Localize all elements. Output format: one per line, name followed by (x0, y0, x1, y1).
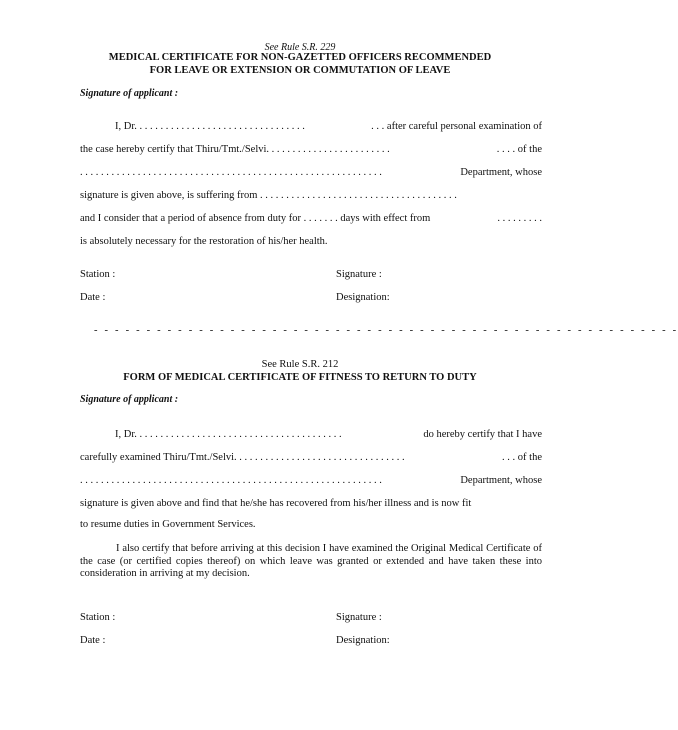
form2-line3-text: Department, whose (460, 475, 542, 486)
form2-line2-text: . . . of the (502, 452, 542, 463)
form2-date-label: Date : (80, 635, 106, 646)
form1-title-line1: MEDICAL CERTIFICATE FOR NON-GAZETTED OFFICERS RECOMMENDED (108, 52, 492, 63)
form1-line3-text: Department, whose (460, 167, 542, 178)
form1-line1-text: . . . after careful personal examination of (371, 121, 542, 132)
form1-line-5 (80, 213, 542, 224)
form2-line5-text: to resume duties in Government Services. (80, 519, 256, 530)
form1-line-1 (115, 121, 542, 132)
form2-rule-reference: See Rule S.R. 212 (261, 359, 339, 370)
form1-line-6 (80, 236, 542, 247)
form2-department-field[interactable]: . . . . . . . . . . . . . . . . . . . . . . . . . . . . . . . . . . . . . . . . . . . . . . . . . . . . . . . . . . (80, 475, 382, 486)
form2-title: FORM OF MEDICAL CERTIFICATE OF FITNESS TO RETURN TO DUTY (123, 372, 477, 383)
form2-line-4 (80, 498, 542, 509)
form2-patient-name-field[interactable]: carefully examined Thiru/Tmt./Selvi. . . . . . . . . . . . . . . . . . . . . . . . . . . . . . . . . (80, 452, 405, 463)
form2-doctor-name-field[interactable]: I, Dr. . . . . . . . . . . . . . . . . . . . . . . . . . . . . . . . . . . . . . . . (115, 429, 342, 440)
form1-doctor-name-field[interactable]: I, Dr. . . . . . . . . . . . . . . . . . . . . . . . . . . . . . . . . (115, 121, 305, 132)
form1-date-label: Date : (80, 292, 106, 303)
form1-line6-text: is absolutely necessary for the restoration of his/her health. (80, 236, 328, 247)
form2-line-5 (80, 519, 542, 530)
form2-line-1 (115, 429, 542, 440)
form1-absence-period-field[interactable]: and I consider that a period of absence from duty for . . . . . . . days with effect from (80, 213, 431, 224)
form1-line-3 (80, 167, 542, 178)
form2-line-3 (80, 475, 542, 486)
form1-signature-of-applicant: Signature of applicant : (80, 88, 179, 99)
form1-title-line2: FOR LEAVE OR EXTENSION OR COMMUTATION OF LEAVE (149, 65, 451, 76)
form2-verification-paragraph: I also certify that before arriving at this decision I have examined the Original Medical Certificate of the case (or certified copies thereof) on which leave was granted or extended and have taken these into consideration in arriving at my decision. (80, 543, 542, 579)
form2-station-label: Station : (80, 612, 116, 623)
form1-line-4 (80, 190, 542, 201)
form1-designation-label: Designation: (336, 292, 390, 303)
form2-designation-label: Designation: (336, 635, 390, 646)
form1-signature-label: Signature : (336, 269, 382, 280)
form1-station-label: Station : (80, 269, 116, 280)
section-separator: - - - - - - - - - - - - - - - - - - - - - - - - - - - - - - - - - - - - - - - - - - - - - - - - - - - - - - - - (94, 325, 678, 336)
form1-patient-name-field[interactable]: the case hereby certify that Thiru/Tmt./Selvi. . . . . . . . . . . . . . . . . . . . . . . . (80, 144, 390, 155)
form1-line-2 (80, 144, 542, 155)
form2-line4-text: signature is given above and find that he/she has recovered from his/her illness and is now fit (80, 498, 472, 509)
form1-effect-from-field[interactable]: . . . . . . . . . (497, 213, 542, 224)
form1-department-field[interactable]: . . . . . . . . . . . . . . . . . . . . . . . . . . . . . . . . . . . . . . . . . . . . . . . . . . . . . . . . . . (80, 167, 382, 178)
form2-signature-label: Signature : (336, 612, 382, 623)
form2-line-2 (80, 452, 542, 463)
form1-illness-field[interactable]: signature is given above, is suffering from . . . . . . . . . . . . . . . . . . . . . . . . . . . . . . . . . . . . . . (80, 190, 457, 201)
form2-line1-text: do hereby certify that I have (423, 429, 542, 440)
form1-line2-text: . . . . of the (496, 144, 542, 155)
form2-signature-of-applicant: Signature of applicant : (80, 394, 179, 405)
form1-rule-reference: See Rule S.R. 229 (264, 42, 336, 53)
